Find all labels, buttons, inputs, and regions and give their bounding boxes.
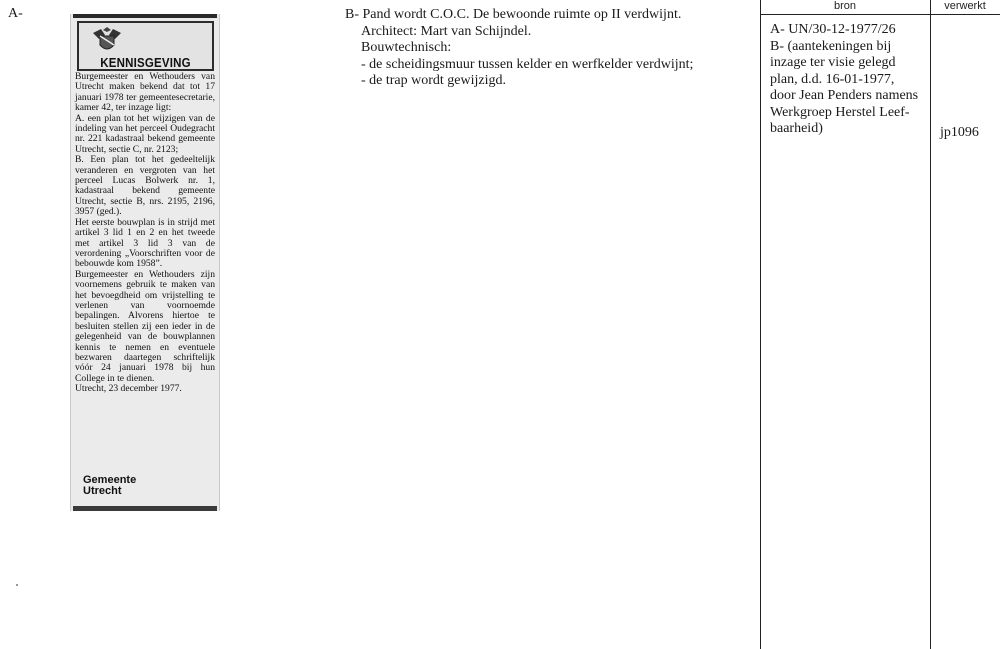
signature-line: Gemeente [83,474,137,486]
bron-line: plan, d.d. 16-01-1977, [770,71,895,87]
clipping-signature [83,475,136,497]
bron-line: baarheid) [770,121,823,136]
item-label-a: A- [8,6,23,21]
description-text [345,7,745,90]
clipping-bottom-rule [73,506,217,511]
scan-speck [16,584,18,586]
newspaper-clipping [70,14,220,511]
table-border-left [760,0,761,649]
signature-line: Utrecht [83,485,122,497]
clipping-paragraph: Het eerste bouwplan is in strijd met artikel 3 lid 1 en 2 en het tweede met artikel 3 lid 3 van de verordening „Voorschriften voor de bebouwde kom 1958”. [75,216,215,270]
description-line: Architect: Mart van Schijndel. [361,23,532,39]
table-header-divider [760,14,1000,15]
clipping-paragraph: Burgemeester en Wethouders zijn voornemens gebruik te maken van het bevoegdheid om vrijstelling te verlenen van voornoemde bepalingen. Alvorens hiertoe te besluiten stellen zij een ieder in de gelegenheid van de bouwplannen kennis te nemen en eventuele bezwaren daartegen schriftelijk vóór 24 januari 1978 bij hun College in te dienen. [75,268,215,384]
bron-line: door Jean Penders namens [770,88,919,103]
clipping-header-box [77,21,214,71]
source-table [760,0,1000,649]
clipping-top-rule [73,14,217,18]
description-line: - de scheidingsmuur tussen kelder en werfkelder verdwijnt; [361,56,694,72]
bron-line: Werkgroep Herstel Leef- [770,104,910,120]
clipping-title: KENNISGEVING [100,56,191,70]
clipping-date: Utrecht, 23 december 1977. [75,383,182,395]
column-header-verwerkt: verwerkt [944,0,986,12]
table-column-divider [930,0,931,649]
clipping-paragraph: B. Een plan tot het gedeeltelijk veranderen en vergroten van het perceel Lucas Bolwerk nr. 1, kadastraal bekend gemeente Utrecht, sectie B, nrs. 2195, 2196, 3957 (ged.). [75,154,215,218]
bron-cell [770,22,930,138]
bron-line: B- (aantekeningen bij [770,38,892,54]
description-line: Bouwtechnisch: [361,40,452,55]
utrecht-coat-of-arms-icon [89,27,125,55]
clipping-paragraph: A. een plan tot het wijzigen van de indeling van het perceel Oudegracht nr. 221 kadastraal bekend gemeente Utrecht, sectie C, nr. 2123; [75,112,215,155]
verwerkt-cell: jp1096 [940,125,979,140]
description-line: B- Pand wordt C.O.C. De bewoonde ruimte op II verdwijnt. [345,7,682,22]
clipping-body [75,72,215,395]
bron-line: A- UN/30-12-1977/26 [770,22,896,37]
description-line: - de trap wordt gewijzigd. [361,73,507,88]
bron-line: inzage ter visie gelegd [770,55,896,70]
clipping-paragraph: Burgemeester en Wethouders van Utrecht maken bekend dat tot 17 januari 1978 ter gemeentesecretarie, kamer 42, ter inzage ligt: [75,71,215,114]
column-header-bron: bron [833,0,857,12]
